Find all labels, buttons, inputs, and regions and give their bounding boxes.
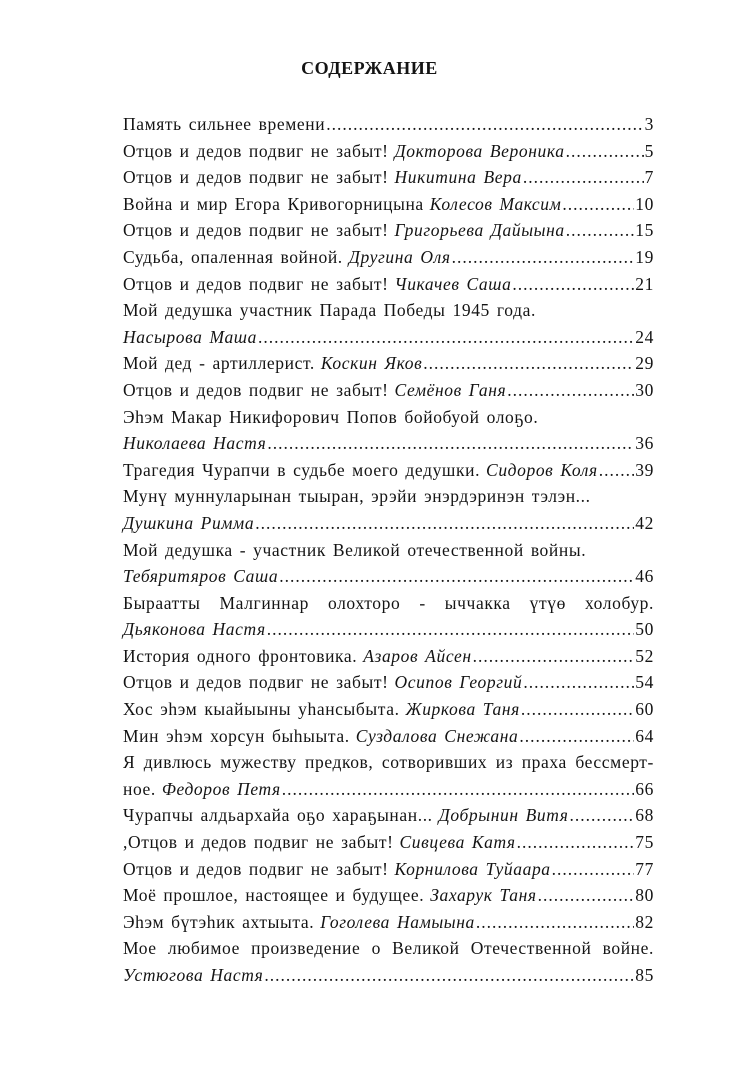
entry-title: Моё прошлое, настоящее и будущее. [123, 885, 425, 906]
entry-page-number: 5 [644, 140, 654, 161]
entry-title: Хос эһэм кыайыыны уһансыбыта. [123, 699, 400, 720]
dot-leader [255, 510, 634, 537]
entry-title-line: Я дивлюсь мужеству предков, сотворивших из праха бессмерт- [123, 752, 654, 773]
toc-entry [123, 590, 654, 643]
entry-line [123, 111, 654, 138]
toc-entry [123, 643, 654, 670]
toc-entry [123, 802, 654, 829]
dot-leader [599, 457, 635, 484]
dot-leader [267, 430, 634, 457]
entry-title: Отцов и дедов подвиг не забыт! [123, 140, 389, 161]
entry-line [123, 643, 654, 670]
entry-author: Дьяконова Настя [123, 619, 266, 640]
entry-line [123, 563, 654, 590]
toc-entry [123, 483, 654, 536]
entry-author: Чикачев Саша [394, 273, 512, 294]
dot-leader [517, 829, 635, 856]
entry-author: Насырова Маша [123, 326, 257, 347]
dot-leader [566, 217, 635, 244]
entry-line [123, 217, 654, 244]
toc-entry [123, 377, 654, 404]
toc-entry [123, 111, 654, 138]
entry-author: Никитина Вера [394, 167, 522, 188]
dot-leader [326, 111, 643, 138]
toc-entry [123, 829, 654, 856]
page-title: СОДЕРЖАНИЕ [301, 58, 438, 78]
entry-line [123, 377, 654, 404]
dot-leader [264, 962, 634, 989]
entry-title: История одного фронтовика. [123, 645, 358, 666]
entry-page-number: 15 [635, 220, 654, 241]
toc-entry [123, 935, 654, 988]
entry-page-number: 60 [635, 699, 654, 720]
entry-author: Докторова Вероника [394, 140, 565, 161]
toc-entry [123, 882, 654, 909]
entry-title-line: Быраатты Малгиннар олохторо - ыччакка үтүө холобур. [123, 592, 654, 613]
entry-line [123, 909, 654, 936]
entry-line [123, 802, 654, 829]
entry-page-number: 66 [635, 778, 654, 799]
entry-title: Отцов и дедов подвиг не забыт! [123, 220, 389, 241]
entry-author: Другина Оля [348, 246, 451, 267]
entry-title: Эһэм бүтэһик ахтыыта. [123, 911, 315, 932]
toc-entry [123, 457, 654, 484]
entry-line [123, 138, 654, 165]
dot-leader [423, 350, 634, 377]
entry-page-number: 30 [635, 379, 654, 400]
entry-title: Трагедия Чурапчи в судьбе моего дедушки. [123, 459, 481, 480]
entry-line [123, 696, 654, 723]
toc-entry [123, 138, 654, 165]
entry-page-number: 85 [635, 965, 654, 985]
dot-leader [512, 271, 634, 298]
entry-author: Суздалова Снежана [355, 725, 519, 746]
dot-leader [538, 882, 635, 909]
dot-leader [569, 802, 634, 829]
entry-author: Семёнов Ганя [394, 379, 507, 400]
entry-title: Отцов и дедов подвиг не забыт! [123, 273, 389, 294]
entry-title-line: Мое любимое произведение о Великой Отечественной войне. [123, 938, 654, 959]
entry-title: Мин эһэм хорсун быһыыта. [123, 725, 350, 746]
entry-line [123, 856, 654, 883]
dot-leader [267, 616, 635, 643]
dot-leader [452, 244, 635, 271]
toc-entry [123, 856, 654, 883]
entry-line [123, 191, 654, 218]
toc-entry [123, 164, 654, 191]
entry-page-number: 68 [635, 805, 654, 826]
entry-author: Душкина Римма [123, 512, 255, 533]
entry-title: Отцов и дедов подвиг не забыт! [123, 379, 389, 400]
entry-author: Колесов Максим [429, 193, 562, 214]
entry-line [123, 962, 654, 989]
entry-title: Отцов и дедов подвиг не забыт! [123, 672, 389, 693]
toc-entry [123, 537, 654, 590]
entry-line [123, 324, 654, 351]
dot-leader [258, 324, 634, 351]
entry-line [123, 616, 654, 643]
entry-title: ,Отцов и дедов подвиг не забыт! [123, 832, 394, 853]
entry-line [123, 829, 654, 856]
dot-leader [476, 909, 634, 936]
entry-page-number: 29 [635, 353, 654, 374]
entry-page-number: 52 [635, 645, 654, 666]
entry-title: Чурапчы алдьархайа оҕо хараҕынан... [123, 805, 433, 826]
toc-entry [123, 909, 654, 936]
entry-page-number: 7 [644, 167, 654, 188]
entry-author: Добрынин Витя [438, 805, 569, 826]
entry-line [123, 164, 654, 191]
dot-leader [523, 669, 634, 696]
toc-entry [123, 696, 654, 723]
entry-line [123, 457, 654, 484]
entry-title: Война и мир Егора Кривогорницына [123, 193, 424, 214]
entry-line [123, 882, 654, 909]
entry-author: Сидоров Коля [486, 459, 598, 480]
dot-leader [552, 856, 635, 883]
dot-leader [562, 191, 634, 218]
entry-title-line: Мой дедушка участник Парада Победы 1945 года. [123, 300, 536, 321]
toc-entry [123, 217, 654, 244]
dot-leader [282, 776, 635, 803]
entry-author: Устюгова Настя [123, 965, 264, 985]
dot-leader [523, 164, 644, 191]
toc-entry [123, 297, 654, 350]
entry-author: Николаева Настя [123, 433, 267, 454]
entry-title-line: Мунү муннуларынан тыыран, эрэйи энэрдэринэн тэлэн... [123, 486, 591, 507]
entry-page-number: 39 [635, 459, 654, 480]
entry-page-number: 54 [635, 672, 654, 693]
entry-author: Азаров Айсен [363, 645, 472, 666]
toc-entry [123, 404, 654, 457]
toc-entry [123, 723, 654, 750]
entry-line [123, 723, 654, 750]
entry-title: Память сильнее времени [123, 114, 326, 134]
entry-author: Федоров Петя [161, 778, 281, 799]
table-of-contents [123, 111, 654, 989]
toc-entry [123, 191, 654, 218]
entry-page-number: 21 [635, 273, 654, 294]
entry-page-number: 82 [635, 911, 654, 932]
entry-line [123, 776, 654, 803]
entry-line [123, 244, 654, 271]
entry-page-number: 75 [635, 832, 654, 853]
entry-line [123, 430, 654, 457]
entry-author: Осипов Георгий [394, 672, 523, 693]
toc-entry [123, 244, 654, 271]
entry-author: Григорьева Дайыына [394, 220, 565, 241]
entry-line [123, 510, 654, 537]
entry-page-number: 3 [644, 114, 654, 134]
dot-leader [473, 643, 635, 670]
entry-title: Судьба, опаленная войной. [123, 246, 343, 267]
entry-title: Мой дед - артиллерист. [123, 353, 315, 374]
entry-title: Отцов и дедов подвиг не забыт! [123, 167, 389, 188]
dot-leader [519, 723, 634, 750]
toc-entry [123, 749, 654, 802]
entry-page-number: 42 [635, 512, 654, 533]
entry-author: Гоголева Намыына [320, 911, 475, 932]
entry-author: Коскин Яков [320, 353, 423, 374]
entry-author: Жиркова Таня [405, 699, 520, 720]
toc-entry [123, 271, 654, 298]
dot-leader [507, 377, 634, 404]
toc-entry [123, 669, 654, 696]
entry-line [123, 271, 654, 298]
entry-page-number: 64 [635, 725, 654, 746]
entry-page-number: 36 [635, 433, 654, 454]
entry-page-number: 10 [635, 193, 654, 214]
entry-page-number: 19 [635, 246, 654, 267]
entry-title: Отцов и дедов подвиг не забыт! [123, 858, 389, 879]
entry-page-number: 50 [635, 619, 654, 640]
entry-author: Захарук Таня [430, 885, 537, 906]
entry-line [123, 669, 654, 696]
entry-title-line: Мой дедушка - участник Великой отечественной войны. [123, 539, 587, 560]
entry-page-number: 46 [635, 566, 654, 587]
entry-title: ное. [123, 778, 156, 799]
entry-line [123, 350, 654, 377]
toc-entry [123, 350, 654, 377]
entry-page-number: 80 [635, 885, 654, 906]
dot-leader [566, 138, 644, 165]
entry-page-number: 77 [635, 858, 654, 879]
dot-leader [279, 563, 634, 590]
entry-author: Корнилова Туйаара [394, 858, 551, 879]
entry-page-number: 24 [635, 326, 654, 347]
entry-author: Сивцева Катя [399, 832, 516, 853]
dot-leader [521, 696, 634, 723]
entry-author: Тебяритяров Саша [123, 566, 279, 587]
entry-title-line: Эһэм Макар Никифорович Попов бойобуой олоҕо. [123, 406, 539, 427]
